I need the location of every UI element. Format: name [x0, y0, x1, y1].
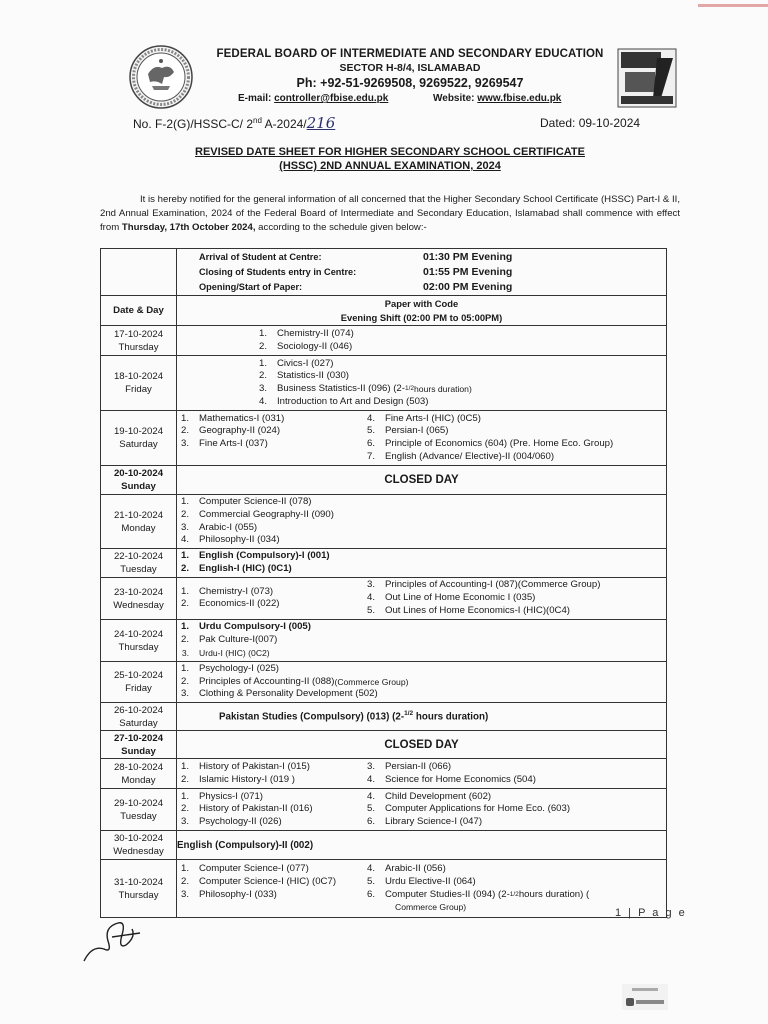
paper-item: 6. Principle of Economics (604) (Pre. Home Eco. Group): [366, 438, 614, 449]
board-phone: Ph: +92-51-9269508, 9269522, 9269547: [296, 76, 524, 90]
paper-item: 2. Economics-II (022): [180, 598, 280, 610]
paper-item: 2. Principles of Accounting-II (088) (Commerce Group): [180, 675, 409, 687]
arrival-time: [177, 250, 666, 265]
row-date: 21-10-2024: [113, 509, 164, 521]
fbise-logo-icon: [128, 44, 194, 110]
camscanner-watermark-icon: [622, 984, 668, 1010]
table-row: [101, 662, 667, 703]
paper-item: 3. Persian-II (066): [366, 760, 452, 772]
date-cell: [101, 703, 177, 731]
table-row: [101, 578, 667, 620]
row-date: 28-10-2024: [113, 761, 164, 773]
papers-cell: [177, 578, 667, 620]
row-date: 24-10-2024: [113, 628, 164, 640]
date-cell: [101, 549, 177, 578]
paper-item: 4. Arabic-II (056): [366, 863, 446, 875]
paper-item: 1. English (Compulsory)-I (001): [180, 550, 330, 562]
paper-item: 4. Philosophy-II (034): [180, 534, 280, 546]
row-date: 27-10-2024: [113, 732, 164, 744]
board-address: SECTOR H-8/4, ISLAMABAD: [339, 62, 481, 74]
doc-title-line1: REVISED DATE SHEET FOR HIGHER SECONDARY SCHOOL CERTIFICATE: [195, 146, 585, 158]
row-day: Sunday: [121, 745, 156, 757]
website-label: Website:: [433, 93, 478, 104]
date-cell: [101, 789, 177, 831]
date-cell: [101, 411, 177, 466]
paper-item: 7. English (Advance/ Elective)-II (004/060): [366, 450, 555, 462]
email-label: E-mail:: [238, 93, 275, 104]
paper-item: 1. Urdu Compulsory-I (005): [180, 621, 311, 633]
page-number: 1 | P a g e: [615, 907, 687, 919]
handwritten-number: 216: [306, 114, 336, 132]
row-date: 20-10-2024: [113, 468, 164, 479]
ref-prefix: No. F-2(G)/HSSC-C/ 2: [133, 117, 254, 131]
paper-item: 2. Commercial Geography-II (090): [180, 508, 334, 520]
date-cell: [101, 759, 177, 789]
date-cell: [101, 466, 177, 495]
opening-value: 02:00 PM Evening: [423, 280, 513, 293]
ref-sup: nd: [253, 116, 262, 125]
paper-item: 4. Fine Arts-I (HIC) (0C5): [366, 412, 481, 424]
issue-date: Dated: 09-10-2024: [540, 116, 641, 130]
table-row: [101, 759, 667, 789]
single-paper-cell: English (Compulsory)-II (002): [177, 831, 667, 860]
table-row: [101, 356, 667, 411]
paper-item: 5. Computer Applications for Home Eco. (603): [366, 803, 571, 815]
row-day: Monday: [121, 774, 156, 786]
papers-cell: [177, 620, 667, 662]
paper-item: 1. Chemistry-II (074): [258, 327, 354, 339]
date-cell: [101, 356, 177, 411]
paper-item: 1. Computer Science-II (078): [180, 496, 312, 508]
paper-item: 1. Psychology-I (025): [180, 663, 279, 674]
opening-label: Opening/Start of Paper:: [199, 281, 303, 292]
website-link[interactable]: www.fbise.edu.pk: [477, 93, 562, 104]
date-cell: [101, 326, 177, 356]
signature-icon: [82, 915, 152, 965]
email-link[interactable]: controller@fbise.edu.pk: [274, 93, 389, 104]
papers-cell: [177, 759, 667, 789]
paper-item: 6. Computer Studies-II (094) (2- 1/2 hours duration) (: [366, 888, 590, 900]
intro-start-date: Thursday, 17th October 2024,: [121, 221, 256, 233]
papers-cell: [177, 789, 667, 831]
paper-item: 1. Chemistry-I (073): [180, 585, 274, 597]
date-cell: [101, 578, 177, 620]
row-day: Wednesday: [113, 846, 164, 858]
paper-item: 4. Introduction to Art and Design (503): [258, 395, 429, 407]
table-row: [101, 620, 667, 662]
ref-suffix: A-2024/: [261, 117, 307, 131]
table-row: [101, 549, 667, 578]
paper-item: 2. Sociology-II (046): [258, 340, 353, 352]
paper-item: 5. Out Lines of Home Economics-I (HIC)(0C4): [366, 604, 570, 616]
closing-time: [177, 265, 666, 280]
arrival-label: Arrival of Student at Centre:: [199, 251, 322, 262]
table-row-closed: [101, 466, 667, 495]
row-day: Saturday: [119, 439, 158, 450]
table-row: [101, 860, 667, 918]
timing-cell: [177, 249, 667, 296]
row-day: Tuesday: [120, 564, 157, 575]
intro-text: It is hereby notified for the general information of all concerned that the Higher Secondary School Certificate (HSSC) Part-I & II, 2nd Annual Examination, 2024 of the Federal Board of Intermediate and Secondary Education, Islamabad shall commence with effect from: [100, 194, 680, 233]
paper-item: 2. Islamic History-I (019 ): [180, 773, 295, 785]
table-row: [101, 495, 667, 549]
board-name: FEDERAL BOARD OF INTERMEDIATE AND SECONDARY EDUCATION: [216, 48, 604, 60]
row-day: Sunday: [121, 481, 156, 492]
paper-item-continued: Commerce Group): [395, 902, 467, 913]
intro-paragraph: [100, 193, 680, 234]
closing-value: 01:55 PM Evening: [423, 265, 513, 278]
row-date: 22-10-2024: [113, 551, 164, 562]
table-row-closed: [101, 731, 667, 759]
closed-day-cell: CLOSED DAY: [177, 731, 667, 759]
paper-item: 2. Computer Science-I (HIC) (0C7): [180, 875, 337, 887]
intro-text-end: according to the schedule given below:-: [255, 221, 427, 233]
paper-item: 5. Persian-I (065): [366, 425, 449, 437]
table-row: [101, 326, 667, 356]
papers-cell: [177, 411, 667, 466]
date-cell: [101, 731, 177, 759]
row-date: 26-10-2024: [113, 704, 164, 716]
papers-cell: [177, 860, 667, 918]
paper-item: 1. Computer Science-I (077): [180, 863, 309, 875]
table-row: [101, 703, 667, 731]
papers-cell: [177, 662, 667, 703]
row-date: 18-10-2024: [113, 371, 164, 382]
paper-item: 3. Philosophy-I (033): [180, 888, 277, 900]
single-paper-cell: Pakistan Studies (Compulsory) (013) (2-$^{1/2}$ hours duration): [177, 703, 667, 731]
paper-item: 4. Child Development (602): [366, 790, 492, 802]
paper-item: 6. Library Science-I (047): [366, 815, 483, 827]
date-cell: [101, 860, 177, 918]
row-day: Thursday: [118, 341, 159, 353]
papers-cell: [177, 495, 667, 549]
paper-item: 1. Civics-I (027): [258, 357, 334, 369]
row-date: 29-10-2024: [113, 797, 164, 809]
header-paper-line2: Evening Shift (02:00 PM to 05:00PM): [340, 311, 503, 323]
paper-item: 5. Urdu Elective-II (064): [366, 875, 476, 887]
timing-blank-cell: [101, 249, 177, 296]
date-cell: [101, 620, 177, 662]
arrival-value: 01:30 PM Evening: [423, 250, 513, 263]
row-day: Friday: [125, 683, 152, 695]
paper-item: 4. Out Line of Home Economic I (035): [366, 592, 536, 604]
paper-item: 1. History of Pakistan-I (015): [180, 760, 310, 772]
paper-item: 3. Fine Arts-I (037): [180, 438, 268, 449]
paper-item: 3. Principles of Accounting-I (087)(Commerce Group): [366, 579, 601, 591]
paper-item: 3. Psychology-II (026): [180, 815, 282, 827]
opening-time: [177, 280, 666, 295]
row-day: Friday: [125, 384, 152, 395]
website-line: [433, 93, 561, 104]
corner-mark: [698, 4, 768, 7]
paper-item: 3. Business Statistics-II (096) (2- 1/2 hours duration): [258, 383, 472, 394]
papers-cell: [177, 356, 667, 411]
paper-item: 3. Clothing & Personality Development (502): [180, 688, 378, 700]
table-row: [101, 831, 667, 860]
doc-title-line2: (HSSC) 2ND ANNUAL EXAMINATION, 2024: [279, 160, 501, 172]
date-cell: [101, 495, 177, 549]
row-day: Wednesday: [113, 599, 164, 611]
row-date: 23-10-2024: [113, 586, 164, 598]
table-header-row: [101, 296, 667, 326]
date-cell: [101, 662, 177, 703]
paper-item: 2. English-I (HIC) (0C1): [180, 563, 292, 574]
paper-item: 2. History of Pakistan-II (016): [180, 803, 313, 815]
paper-item: 4. Science for Home Economics (504): [366, 773, 536, 785]
row-day: Saturday: [119, 717, 158, 729]
table-row: [101, 789, 667, 831]
row-date: 25-10-2024: [113, 670, 164, 682]
reference-number: [133, 114, 335, 132]
row-date: 30-10-2024: [113, 833, 164, 845]
row-day: Tuesday: [120, 810, 157, 822]
paper-item: 1. Mathematics-I (031): [180, 412, 285, 424]
header-paper-line1: Paper with Code: [384, 297, 459, 309]
header-date-day: Date & Day: [101, 296, 177, 326]
row-date: 17-10-2024: [113, 328, 164, 340]
timing-row: [101, 249, 667, 296]
row-day: Monday: [121, 522, 156, 534]
paper-item: 3. Urdu-I (HIC) (0C2): [181, 647, 270, 658]
paper-item: 2. Pak Culture-I(007): [180, 634, 278, 646]
table-row: [101, 411, 667, 466]
paper-item: 2. Statistics-II (030): [258, 370, 349, 382]
iso-certified-badge-icon: [617, 48, 677, 108]
row-date: 19-10-2024: [113, 426, 164, 437]
date-sheet-table: [100, 248, 667, 918]
closed-day-cell: CLOSED DAY: [177, 466, 667, 495]
paper-item: 3. Arabic-I (055): [180, 521, 258, 533]
papers-cell: [177, 326, 667, 356]
header-paper: [177, 296, 667, 326]
paper-item: 1. Physics-I (071): [180, 790, 263, 802]
papers-cell: [177, 549, 667, 578]
row-day: Thursday: [118, 889, 159, 901]
row-date: 31-10-2024: [113, 876, 164, 888]
closing-label: Closing of Students entry in Centre:: [199, 266, 357, 277]
date-cell: [101, 831, 177, 860]
email-line: [238, 93, 388, 104]
row-day: Thursday: [118, 641, 159, 653]
paper-item: 2. Geography-II (024): [180, 425, 281, 437]
